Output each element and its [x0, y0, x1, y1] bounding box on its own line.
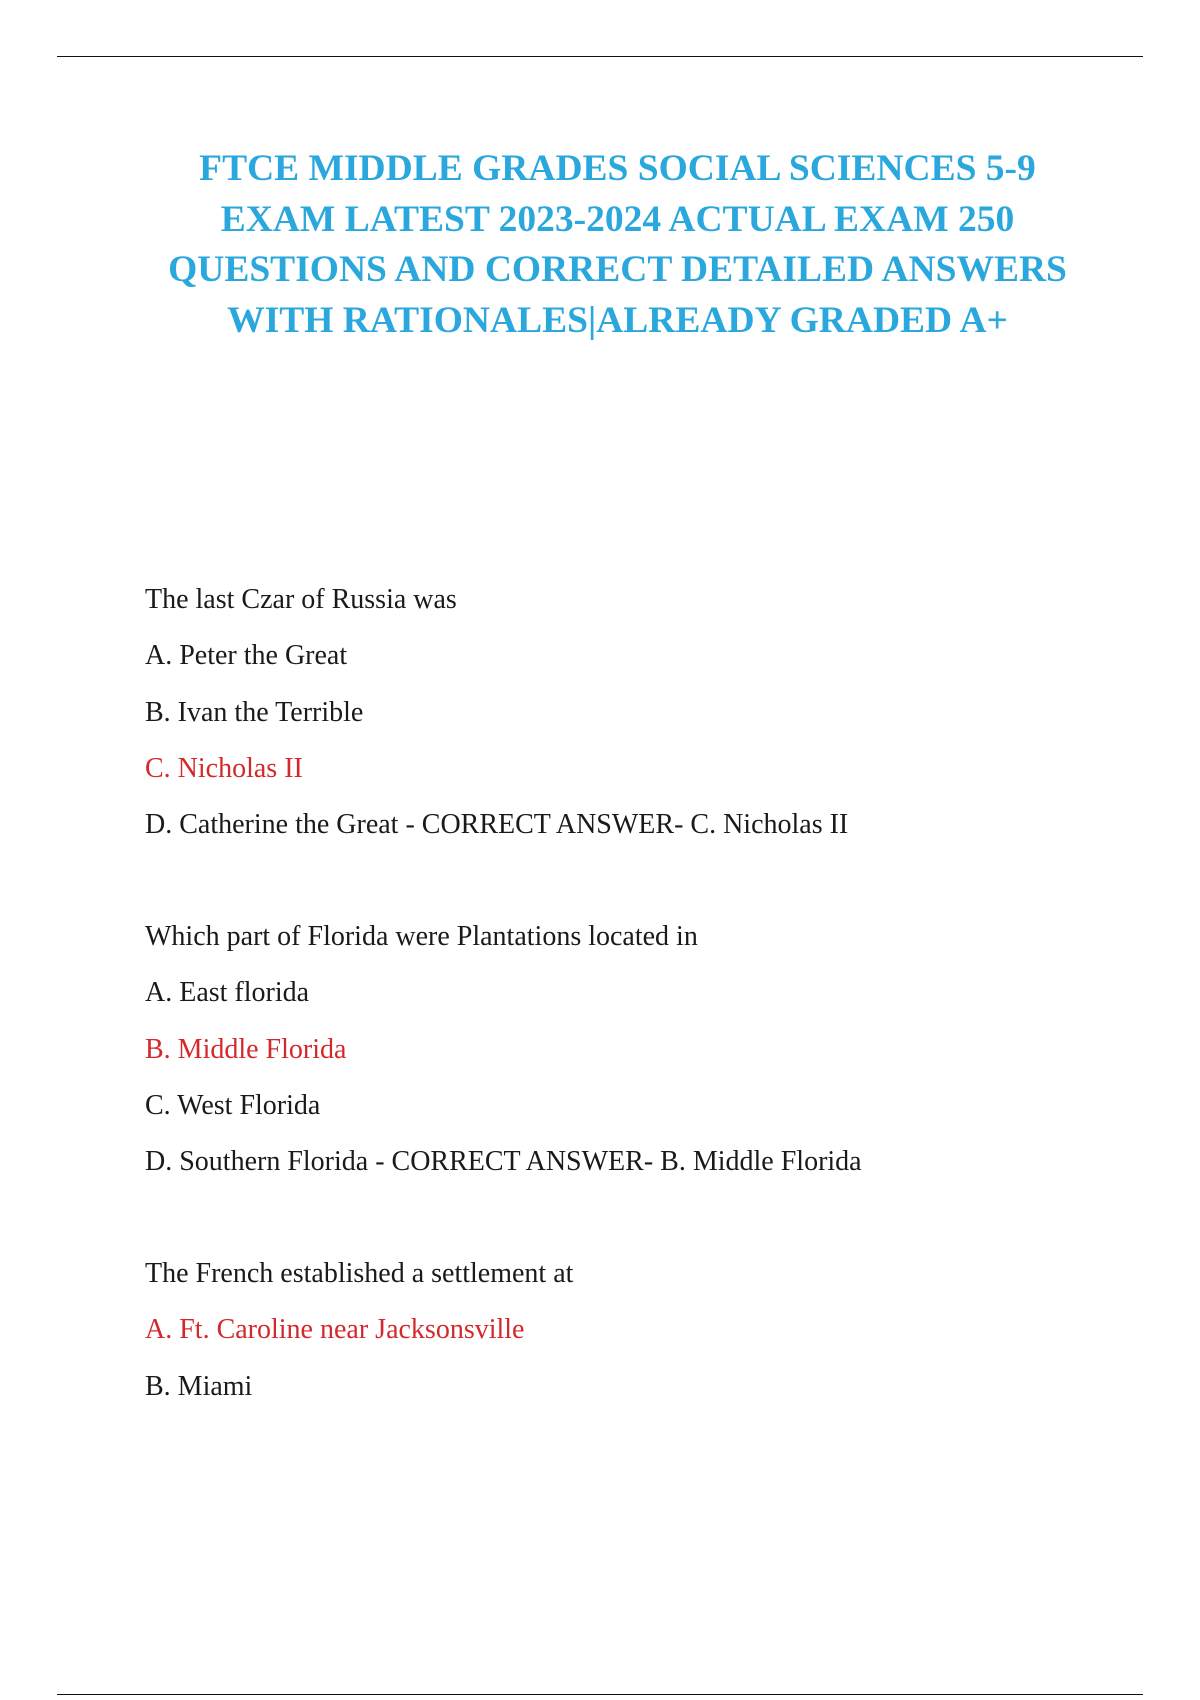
question-prompt: The last Czar of Russia was — [145, 584, 457, 615]
question-prompt: The French established a settlement at — [145, 1258, 574, 1289]
question-prompt: Which part of Florida were Plantations located in — [145, 921, 698, 952]
answer-option-correct: B. Middle Florida — [145, 1033, 347, 1065]
answer-option: D. Catherine the Great - CORRECT ANSWER- C. Nicholas II — [145, 809, 849, 841]
answer-option: B. Miami — [145, 1370, 253, 1402]
answer-option: A. Peter the Great — [145, 640, 348, 672]
answer-option: A. East florida — [145, 977, 310, 1009]
answer-option-correct: A. Ft. Caroline near Jacksonsville — [145, 1314, 525, 1346]
footer-rule — [57, 1694, 1143, 1695]
answer-option-correct: C. Nicholas II — [145, 752, 303, 784]
header-rule — [57, 56, 1143, 57]
answer-option: D. Southern Florida - CORRECT ANSWER- B. Middle Florida — [145, 1146, 862, 1178]
answer-option: B. Ivan the Terrible — [145, 696, 364, 728]
question-block — [145, 909, 862, 1190]
question-block — [145, 1246, 573, 1415]
answer-option: C. West Florida — [145, 1089, 321, 1121]
document-title: FTCE MIDDLE GRADES SOCIAL SCIENCES 5-9 EXAM LATEST 2023-2024 ACTUAL EXAM 250 QUESTIONS AND CORRECT DETAILED ANSWERS WITH RATIONALES|ALREADY GRADED A+ — [168, 148, 1067, 341]
question-block — [145, 572, 848, 853]
